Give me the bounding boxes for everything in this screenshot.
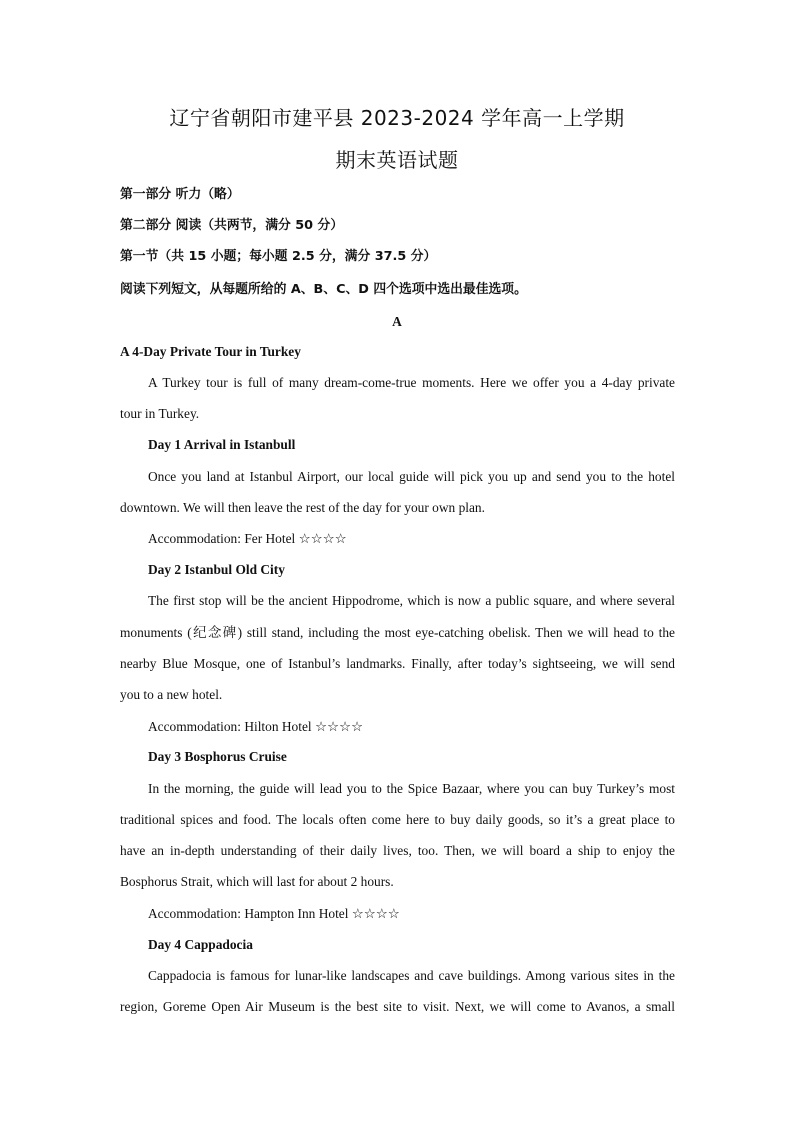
body-line: you to a new hotel. <box>120 687 223 702</box>
intro-line: tour in Turkey. <box>120 406 200 421</box>
section-one-heading: 第一节（共 15 小题；每小题 2.5 分，满分 37.5 分） <box>120 249 437 264</box>
intro-line: A Turkey tour is full of many dream-come-true moments. Here we offer you a 4-day private <box>148 375 675 390</box>
accommodation-line: Accommodation: Fer Hotel ☆☆☆☆ <box>148 531 347 546</box>
day-heading: Day 3 Bosphorus Cruise <box>148 749 287 764</box>
document-title-line-2: 期末英语试题 <box>335 148 459 172</box>
passage-label: A <box>392 314 402 329</box>
passage-heading: A 4-Day Private Tour in Turkey <box>120 344 301 359</box>
body-line: Cappadocia is famous for lunar-like landscapes and cave buildings. Among various sites in the <box>148 968 675 983</box>
part-two-heading: 第二部分 阅读（共两节，满分 50 分） <box>120 218 344 233</box>
body-line: traditional spices and food. The locals often come here to buy daily goods, so it’s a great place to <box>120 812 675 827</box>
accommodation-line: Accommodation: Hilton Hotel ☆☆☆☆ <box>148 719 364 734</box>
body-line: downtown. We will then leave the rest of the day for your own plan. <box>120 500 485 515</box>
day-heading: Day 2 Istanbul Old City <box>148 562 285 577</box>
day-heading: Day 4 Cappadocia <box>148 937 253 952</box>
body-line: Once you land at Istanbul Airport, our local guide will pick you up and send you to the hotel <box>148 469 675 484</box>
body-line: The first stop will be the ancient Hippodrome, which is now a public square, and where several <box>148 593 675 608</box>
body-line: monuments (纪念碑) still stand, including the most eye-catching obelisk. Then we will head to the <box>120 625 675 640</box>
document-title-line-1: 辽宁省朝阳市建平县 2023-2024 学年高一上学期 <box>169 106 625 130</box>
body-line: have an in-depth understanding of their daily lives, too. Then, we will board a ship to enjoy the <box>120 843 675 858</box>
part-one-heading: 第一部分 听力（略） <box>120 187 240 202</box>
body-line: In the morning, the guide will lead you to the Spice Bazaar, where you can buy Turkey’s most <box>148 781 675 796</box>
body-line: nearby Blue Mosque, one of Istanbul’s landmarks. Finally, after today’s sightseeing, we will send <box>120 656 675 671</box>
accommodation-line: Accommodation: Hampton Inn Hotel ☆☆☆☆ <box>148 906 400 921</box>
body-line: Bosphorus Strait, which will last for about 2 hours. <box>120 874 394 889</box>
reading-instruction: 阅读下列短文，从每题所给的 A、B、C、D 四个选项中选出最佳选项。 <box>120 282 527 297</box>
day-heading: Day 1 Arrival in Istanbull <box>148 437 296 452</box>
body-line: region, Goreme Open Air Museum is the best site to visit. Next, we will come to Avanos, a small <box>120 999 675 1014</box>
